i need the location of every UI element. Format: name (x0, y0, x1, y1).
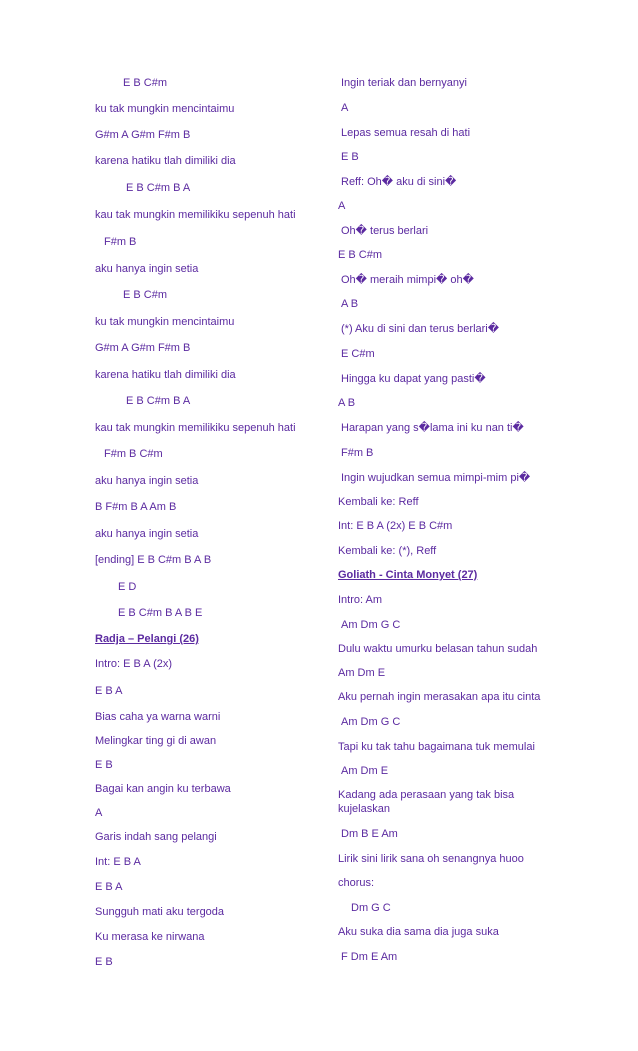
lyric-line: Ingin teriak dan bernyanyi (341, 77, 467, 89)
chord-line: E B A (95, 881, 123, 893)
chord-line: Am Dm G C (341, 716, 401, 728)
lyric-line: Lirik sini lirik sana oh senangnya huoo (338, 853, 524, 865)
lyric-line: Ingin wujudkan semua mimpi-mim pi� (341, 472, 531, 484)
chord-line: E B C#m (338, 249, 383, 261)
lyric-line: Bagai kan angin ku terbawa (95, 783, 231, 795)
chord-line: G#m A G#m F#m B (95, 342, 191, 354)
chord-line: E B (95, 956, 113, 968)
chord-line: A (338, 200, 346, 212)
lyric-line: Melingkar ting gi di awan (95, 735, 217, 747)
lyric-line: Ku merasa ke nirwana (95, 931, 205, 943)
chorus-label: chorus: (338, 877, 375, 889)
intro-line: Intro: Am (338, 594, 383, 606)
chord-line: E B C#m B A (126, 182, 191, 194)
chord-line: Am Dm E (341, 765, 389, 777)
chord-line: E D (118, 581, 137, 593)
lyric-line: ku tak mungkin mencintaimu (95, 103, 235, 115)
reff-line: Kembali ke: Reff (338, 496, 419, 508)
chord-line: Am Dm E (338, 667, 386, 679)
chord-line: Dm G C (351, 902, 391, 914)
chord-line: E B C#m B A B E (118, 607, 203, 619)
lyric-line: Bias caha ya warna warni (95, 711, 221, 723)
lyric-line: Hingga ku dapat yang pasti� (341, 373, 486, 385)
lyric-line: aku hanya ingin setia (95, 528, 199, 540)
chord-line: E B (95, 759, 113, 771)
chord-line: E B (341, 151, 359, 163)
chord-line: F Dm E Am (341, 951, 398, 963)
song-title-link[interactable]: Radja – Pelangi (26) (95, 633, 199, 645)
chord-line: Am Dm G C (341, 619, 401, 631)
lyric-line: Tapi ku tak tahu bagaimana tuk memulai (338, 741, 535, 753)
reff-line: Kembali ke: (*), Reff (338, 545, 437, 557)
chord-line: Dm B E Am (341, 828, 398, 840)
lyric-line: kau tak mungkin memilikiku sepenuh hati (95, 422, 296, 434)
lyric-line: kau tak mungkin memilikiku sepenuh hati (95, 209, 296, 221)
chord-line: E B C#m (123, 77, 168, 89)
chord-line: A B (341, 298, 359, 310)
intro-line: Int: E B A (95, 856, 141, 868)
lyric-line: Lepas semua resah di hati (341, 127, 471, 139)
reff-line: Reff: Oh� aku di sini� (341, 176, 457, 188)
lyric-line: Oh� meraih mimpi� oh� (341, 274, 474, 286)
lyric-line: Aku pernah ingin merasakan apa itu cinta (338, 691, 541, 703)
song-title-link[interactable]: Goliath - Cinta Monyet (27) (338, 569, 478, 581)
lyric-line: aku hanya ingin setia (95, 263, 199, 275)
chord-line: A (341, 102, 349, 114)
ending-line: [ending] E B C#m B A B (95, 554, 212, 566)
lyric-line: Kadang ada perasaan yang tak bisa kujelaskan (338, 789, 515, 815)
chord-line: E B C#m (123, 289, 168, 301)
intro-line: Intro: E B A (2x) (95, 658, 173, 670)
lyric-line: Garis indah sang pelangi (95, 831, 217, 843)
chord-line: A B (338, 397, 356, 409)
lyric-line: karena hatiku tlah dimiliki dia (95, 369, 236, 381)
lyric-line: ku tak mungkin mencintaimu (95, 316, 235, 328)
lyric-line: Sungguh mati aku tergoda (95, 906, 225, 918)
lyric-line: Oh� terus berlari (341, 225, 429, 237)
lyric-line: (*) Aku di sini dan terus berlari� (341, 323, 500, 335)
chord-line: E B A (95, 685, 123, 697)
chord-line: E C#m (341, 348, 375, 360)
chord-line: G#m A G#m F#m B (95, 129, 191, 141)
chord-line: A (95, 807, 103, 819)
lyric-line: karena hatiku tlah dimiliki dia (95, 155, 236, 167)
lyric-line: Dulu waktu umurku belasan tahun sudah (338, 643, 538, 655)
lyric-line: Aku suka dia sama dia juga suka (338, 926, 499, 938)
chord-line: B F#m B A Am B (95, 501, 177, 513)
intro-line: Int: E B A (2x) E B C#m (338, 520, 453, 532)
chord-line: E B C#m B A (126, 395, 191, 407)
chord-line: F#m B (104, 236, 137, 248)
chord-line: F#m B (341, 447, 374, 459)
lyric-line: Harapan yang s�lama ini ku nan ti� (341, 422, 524, 434)
lyric-line: aku hanya ingin setia (95, 475, 199, 487)
chord-line: F#m B C#m (104, 448, 163, 460)
